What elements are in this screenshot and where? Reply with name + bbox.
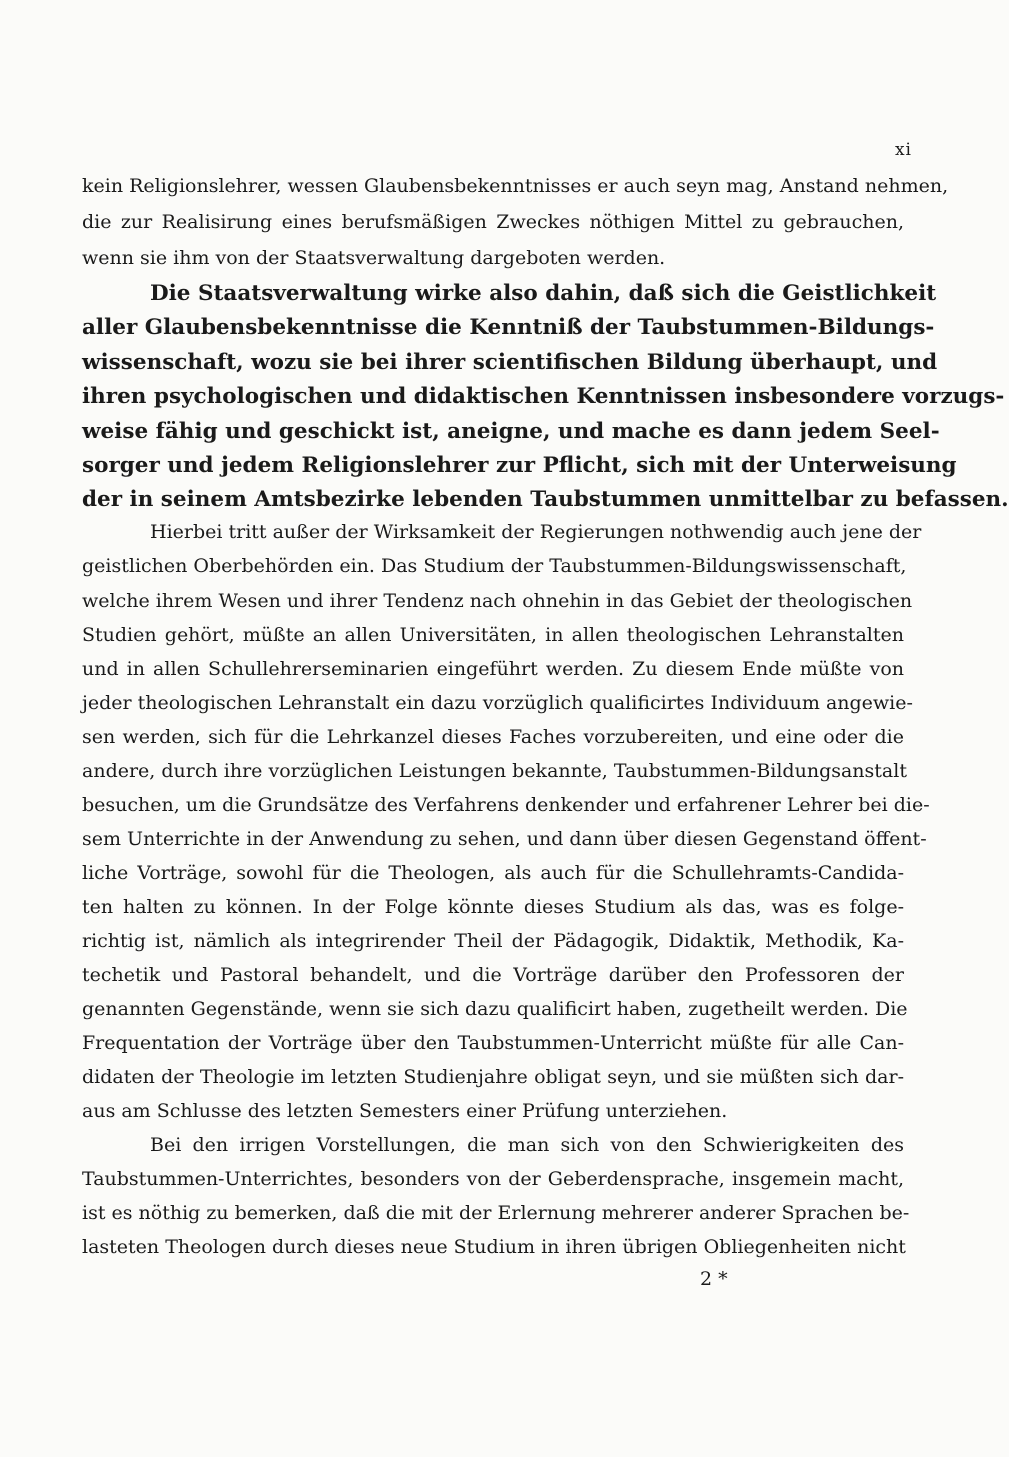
text-line: techetik und Pastoral behandelt, und die Vorträge darüber den Professoren der bbox=[82, 964, 904, 986]
text-line: aller Glaubensbekenntnisse die Kenntniß der Taubstummen-Bildungs- bbox=[82, 315, 935, 340]
text-line: Studien gehört, müßte an allen Universitäten, in allen theologischen Lehranstalten bbox=[82, 624, 904, 646]
text-line: welche ihrem Wesen und ihrer Tendenz nach ohnehin in das Gebiet der theologischen bbox=[82, 590, 913, 612]
page-number: xi bbox=[894, 140, 912, 160]
text-line: wenn sie ihm von der Staatsverwaltung dargeboten werden. bbox=[82, 247, 666, 269]
text-line: besuchen, um die Grundsätze des Verfahrens denkender und erfahrener Lehrer bei die- bbox=[82, 794, 930, 816]
signature-mark: 2 * bbox=[700, 1268, 728, 1290]
text-line: sem Unterrichte in der Anwendung zu sehen, und dann über diesen Gegenstand öffent- bbox=[82, 828, 927, 850]
text-line: richtig ist, nämlich als integrirender Theil der Pädagogik, Didaktik, Methodik, Ka- bbox=[82, 930, 904, 952]
text-line: der in seinem Amtsbezirke lebenden Taubstummen unmittelbar zu befassen. bbox=[82, 487, 1009, 512]
text-line: didaten der Theologie im letzten Studienjahre obligat seyn, und sie müßten sich dar- bbox=[82, 1066, 904, 1088]
text-line: Die Staatsverwaltung wirke also dahin, daß sich die Geistlichkeit bbox=[150, 281, 937, 306]
text-line: weise fähig und geschickt ist, aneigne, und mache es dann jedem Seel- bbox=[82, 419, 940, 444]
text-line: jeder theologischen Lehranstalt ein dazu vorzüglich qualificirtes Individuum angewie- bbox=[82, 692, 913, 714]
text-line: und in allen Schullehrerseminarien eingeführt werden. Zu diesem Ende müßte von bbox=[82, 658, 904, 680]
text-line: lasteten Theologen durch dieses neue Studium in ihren übrigen Obliegenheiten nicht bbox=[82, 1236, 906, 1258]
text-line: Taubstummen-Unterrichtes, besonders von der Geberdensprache, insgemein macht, bbox=[82, 1168, 904, 1190]
text-line: geistlichen Oberbehörden ein. Das Studium der Taubstummen-Bildungswissenschaft, bbox=[82, 555, 907, 577]
text-line: wissenschaft, wozu sie bei ihrer scientifischen Bildung überhaupt, und bbox=[82, 350, 938, 375]
text-line: Hierbei tritt außer der Wirksamkeit der Regierungen nothwendig auch jene der bbox=[150, 521, 922, 543]
text-line: genannten Gegenstände, wenn sie sich dazu qualificirt haben, zugetheilt werden. Die bbox=[82, 998, 908, 1020]
text-line: Bei den irrigen Vorstellungen, die man sich von den Schwierigkeiten des bbox=[150, 1134, 904, 1156]
text-line: ihren psychologischen und didaktischen Kenntnissen insbesondere vorzugs- bbox=[82, 384, 1005, 409]
text-line: ten halten zu können. In der Folge könnte dieses Studium als das, was es folge- bbox=[82, 896, 904, 918]
text-line: kein Religionslehrer, wessen Glaubensbekenntnisses er auch seyn mag, Anstand nehmen, bbox=[82, 175, 949, 197]
text-line: andere, durch ihre vorzüglichen Leistungen bekannte, Taubstummen-Bildungsanstalt bbox=[82, 760, 907, 782]
text-line: die zur Realisirung eines berufsmäßigen Zweckes nöthigen Mittel zu gebrauchen, bbox=[82, 211, 904, 233]
text-line: aus am Schlusse des letzten Semesters einer Prüfung unterziehen. bbox=[82, 1100, 728, 1122]
text-line: sen werden, sich für die Lehrkanzel dieses Faches vorzubereiten, und eine oder die bbox=[82, 726, 904, 748]
text-line: Frequentation der Vorträge über den Taubstummen-Unterricht müßte für alle Can- bbox=[82, 1032, 904, 1054]
text-line: sorger und jedem Religionslehrer zur Pflicht, sich mit der Unterweisung bbox=[82, 453, 957, 478]
text-line: liche Vorträge, sowohl für die Theologen, als auch für die Schullehramts-Candida- bbox=[82, 862, 904, 884]
text-line: ist es nöthig zu bemerken, daß die mit der Erlernung mehrerer anderer Sprachen be- bbox=[82, 1202, 910, 1224]
